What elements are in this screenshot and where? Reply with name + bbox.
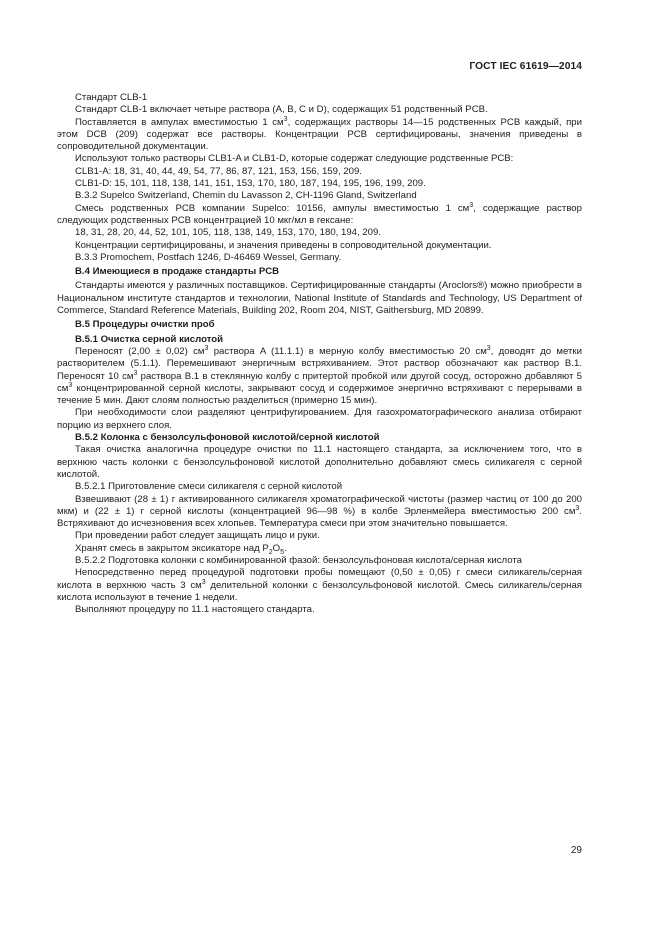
- section-b32: B.3.2 Supelco Switzerland, Chemin du Lavasson 2, CH-1196 Gland, Switzerland: [75, 190, 417, 202]
- clb1a-list: CLB1-A: 18, 31, 40, 44, 49, 54, 77, 86, 87, 121, 153, 156, 159, 209.: [75, 165, 362, 177]
- use-only-line: Используют только растворы CLB1-A и CLB1-D, которые содержат следующие родственные PCB:: [75, 153, 514, 165]
- concentration-note: Концентрации сертифицированы, и значения приведены в сопроводительной документации.: [75, 239, 492, 251]
- final-instruction: Выполняют процедуру по 11.1 настоящего стандарта.: [75, 604, 315, 616]
- supelco-mix-paragraph: Смесь родственных PCB компании Supelco: 10156, ампулы вместимостью 1 $см^3$, содержащие раствор следующих родственных PCB концентрацией 10 мкг/мл в гексане:: [57, 201, 582, 226]
- section-b4-heading: B.4 Имеющиеся в продаже стандарты PCB: [75, 266, 280, 278]
- page-number: 29: [570, 845, 582, 856]
- storage-note: Хранят смесь в закрытом эксикаторе над $P_2O_5$.: [75, 542, 287, 556]
- section-b4-text: Стандарты имеются у различных поставщиков. Сертифицированные стандарты (Aroclors®) можно приобрести в Национальном институте стандартов и технологии, National Institute of Standards and Technology, US Department of Commerce, Standard Reference Materials, Building 202, Room 204, NIST, Gaithersburg, MD 20899.: [57, 280, 582, 317]
- section-b521-text: Взвешивают (28 ± 1) г активированного силикагеля хроматографической чистоты (размер частиц от 100 до 200 мкм) и (22 ± 1) г серной кислоты (концентрацией 96—98 %) в колбе Эрленмейера вместимостью 200 $см^3$. Встряхивают до исчезновения всех хлопьев. Температура смеси при этом значительно повышается.: [57, 493, 582, 530]
- clb1-title: Стандарт CLB-1: [75, 92, 148, 103]
- section-b33: B.3.3 Promochem, Postfach 1246, D-46469 Wessel, Germany.: [75, 251, 342, 263]
- section-b521-heading: B.5.2.1 Приготовление смеси силикагеля с серной кислотой: [75, 481, 343, 493]
- protection-note: При проведении работ следует защищать лицо и руки.: [75, 530, 320, 542]
- section-b51-paragraph-1: Переносят (2,00 ± 0,02) $см^3$ раствора A (11.1.1) в мерную колбу вместимостью 20 $см^3$, доводят до метки растворителем (5.1.1). Перемешивают энергичным встряхиванием. Этот раствор обозначают как раствор B.1. Переносят 10 $см^3$ раствора B.1 в стеклянную колбу с притертой пробкой или другой сосуд, осторожно добавляют 5 $см^3$ концентрированной серной кислоты, закрывают сосуд и содержимое энергично встряхивают с перерывами в течение 5 мин. Дают слоям полностью разделиться (примерно 15 мин).: [57, 344, 583, 407]
- section-b52-heading: B.5.2 Колонка с бензолсульфоновой кислотой/серной кислотой: [75, 432, 380, 444]
- section-b52-text: Такая очистка аналогична процедуре очистки по 11.1 настоящего стандарта, за исключением того, что в верхнюю часть колонки с бензолсульфоновой кислотой дополнительно добавляют смесь силикагеля с серной кислотой.: [57, 444, 582, 480]
- section-b522-heading: B.5.2.2 Подготовка колонки с комбинированной фазой: бензолсульфоновая кислота/серная кислота: [75, 554, 523, 566]
- section-b51-paragraph-2: При необходимости слои разделяют центрифугированием. Для газохроматографического анализа отбирают порцию из верхнего слоя.: [57, 407, 582, 431]
- document-body: [57, 92, 582, 616]
- section-b51-heading: B.5.1 Очистка серной кислотой: [75, 333, 224, 345]
- section-b5-heading: B.5 Процедуры очистки проб: [75, 319, 215, 331]
- supplied-paragraph: Поставляется в ампулах вместимостью 1 $см^3$, содержащих растворы 14—15 родственных PCB каждый, при этом DCB (209) содержат все растворы. Концентрации PCB сертифицированы, значения приведены в сопроводительной документации.: [57, 115, 583, 153]
- clb1d-list: CLB1-D: 15, 101, 118, 138, 141, 151, 153, 170, 180, 187, 194, 195, 196, 199, 209.: [75, 178, 426, 190]
- clb1-description: Стандарт CLB-1 включает четыре раствора (A, B, C и D), содержащих 51 родственный PCB.: [75, 104, 488, 116]
- supelco-mix-list: 18, 31, 28, 20, 44, 52, 101, 105, 118, 138, 149, 153, 170, 180, 194, 209.: [75, 227, 382, 239]
- document-header: ГОСТ IEC 61619—2014: [469, 61, 582, 72]
- section-b522-text: Непосредственно перед процедурой подготовки пробы помещают (0,50 ± 0,05) г смеси силикагель/серная кислота в верхнюю часть 3 $см^3$ делительной колонки с бензолсульфоновой кислотой. Смесь силикагель/серная кислота используют в течение 1 недели.: [57, 567, 582, 603]
